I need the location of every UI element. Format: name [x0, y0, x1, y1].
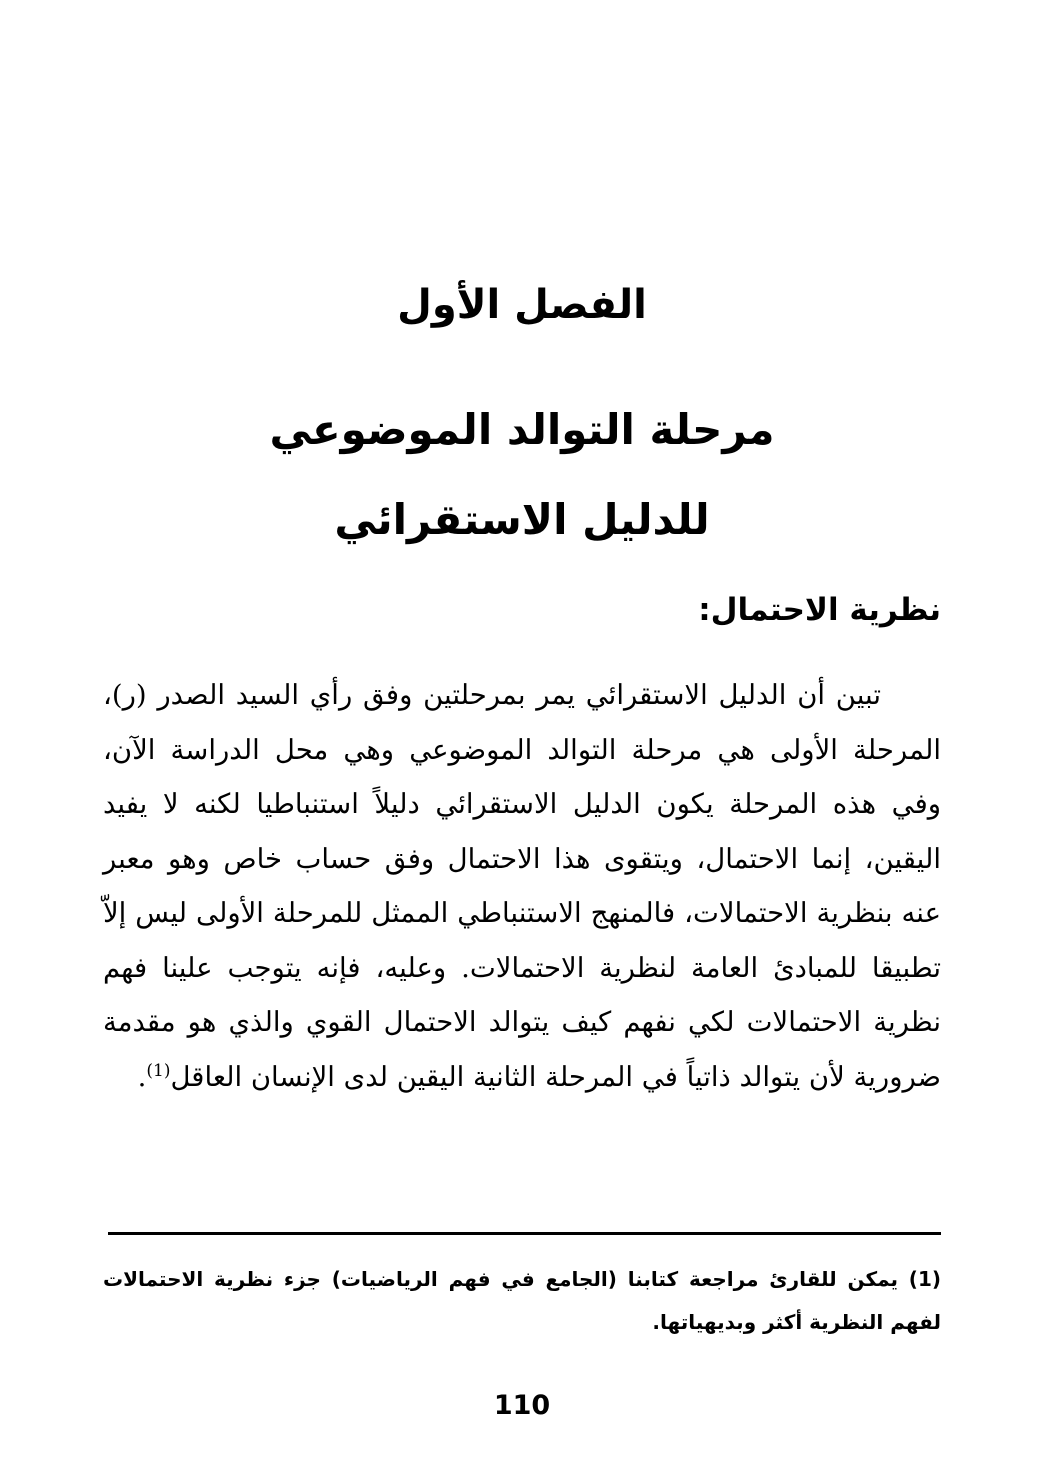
body-paragraph	[103, 668, 941, 1104]
section-heading: نظرية الاحتمال:	[698, 592, 941, 628]
paragraph-text: تبين أن الدليل الاستقرائي يمر بمرحلتين وفق رأي السيد الصدر (ر)، المرحلة الأولى هي مرحلة التوالد الموضوعي وهي محل الدراسة الآن، وفي هذه المرحلة يكون الدليل الاستقرائي دليلاً استنباطيا لكنه لا يفيد اليقين، إنما الاحتمال، ويتقوى هذا الاحتمال وفق حساب خاص وهو معبر عنه بنظرية الاحتمالات، فالمنهج الاستنباطي الممثل للمرحلة الأولى ليس إلاّ تطبيقا للمبادئ العامة لنظرية الاحتمالات. وعليه، فإنه يتوجب علينا فهم نظرية الاحتمالات لكي نفهم كيف يتوالد الاحتمال القوي والذي هو مقدمة ضرورية لأن يتوالد ذاتياً في المرحلة الثانية اليقين لدى الإنسان العاقل	[103, 679, 941, 1093]
chapter-label: الفصل الأول	[397, 282, 647, 328]
footnote: (1) يمكن للقارئ مراجعة كتابنا (الجامع في فهم الرياضيات) جزء نظرية الاحتمالات لفهم النظرية أكثر وبديهياتها.	[103, 1267, 941, 1334]
paragraph-end: .	[137, 1060, 147, 1093]
footnote-reference: (1)	[146, 1060, 171, 1081]
page-number: 110	[493, 1390, 551, 1421]
chapter-title-line-1: مرحلة التوالد الموضوعي	[269, 405, 775, 454]
chapter-title	[0, 385, 1044, 565]
chapter-title-line-2: للدليل الاستقرائي	[334, 495, 710, 544]
footnote-divider	[108, 1232, 941, 1235]
